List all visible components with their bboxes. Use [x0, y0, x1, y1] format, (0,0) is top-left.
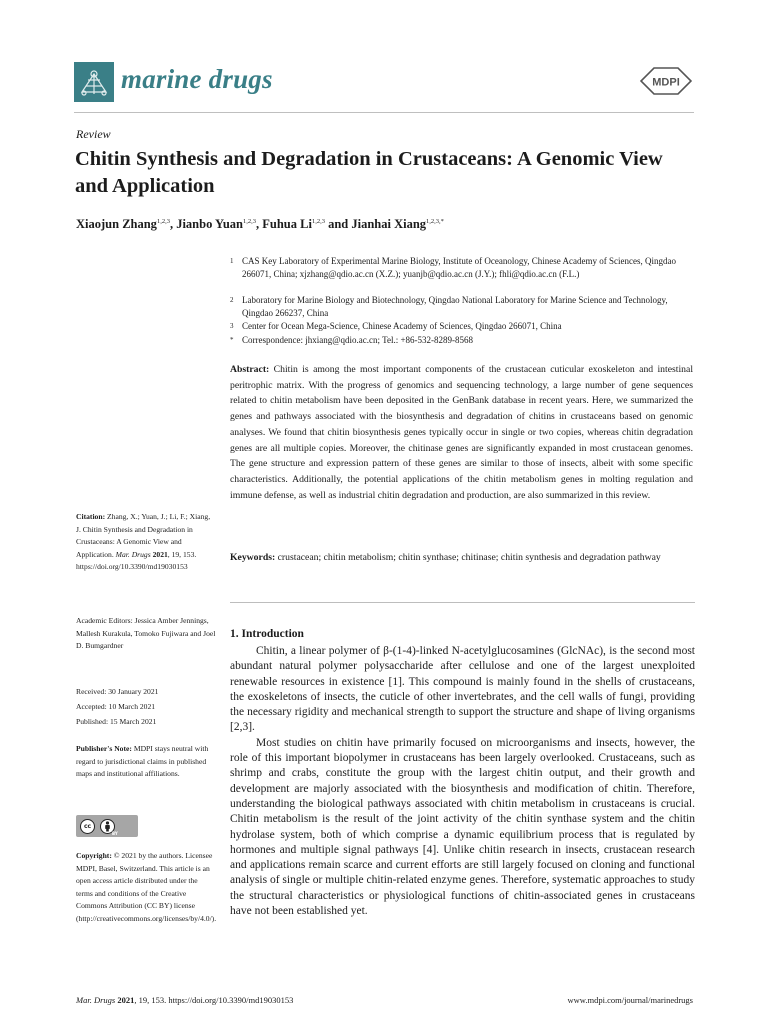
citation-year: 2021: [152, 549, 168, 559]
published-date: Published: 15 March 2021: [76, 717, 157, 726]
copyright-block: [76, 850, 216, 925]
publishers-note-text: MDPI stays neutral with regard to jurisdictional claims in published maps and institutional affiliations.: [76, 744, 209, 778]
citation-label: Citation:: [76, 512, 106, 521]
journal-logo-icon: [74, 62, 114, 102]
citation-doi[interactable]: , 19, 153. https://doi.org/10.3390/md19030153: [76, 549, 197, 571]
author-separator: ,: [256, 217, 263, 231]
article-title: Chitin Synthesis and Degradation in Crustaceans: A Genomic View and Application: [75, 148, 663, 197]
section-heading: 1. Introduction: [230, 628, 304, 640]
affiliation-text: Correspondence: jhxiang@qdio.ac.cn; Tel.: +86-532-8289-8568: [242, 335, 474, 345]
accepted-date: Accepted: 10 March 2021: [76, 702, 156, 711]
footer-doi[interactable]: , 19, 153. https://doi.org/10.3390/md19030153: [134, 995, 294, 1005]
paragraph: Most studies on chitin have primarily focused on microorganisms and insects, however, the role of this important biopolymer in crustaceans has been largely overlooked. Crustaceans, such as shrimp and crabs, constitute the group with the largest chitin output, and their growth and development are majorly associated with the biosynthesis and modification of chitin. Therefore, understanding the biological pathways associated with chitin metabolism in crustaceans is crucial. Chitin metabolism is the result of the joint activity of the chitin synthase system and the chitin hydrolase system, both of which comprise a dynamic equilibrium process that is regulated by hormones and multiple signal pathways [4]. Unlike chitin research in insects, crustacean research and applications remain scarce and current efforts are still largely focused on cloning and functional analysis of single or multiple chitin-related enzyme genes. Therefore, systematic approaches to study the structural characteristics or physiological functions of chitin-associated genes in crustaceans have not been established yet.: [230, 736, 695, 918]
author-name: Jianhai Xiang: [351, 217, 427, 231]
author-list: [76, 217, 696, 232]
affiliation: [230, 320, 700, 333]
body-text: [230, 644, 695, 919]
article-type: Review: [76, 127, 111, 141]
journal-logo-graphic: [74, 62, 114, 102]
author-name: Xiaojun Zhang: [76, 217, 157, 231]
copyright-label: Copyright:: [76, 851, 112, 860]
abstract-text: Chitin is among the most important components of the crustacean cuticular exoskeleton and intestinal peritrophic matrix. With the progress of genomics and sequencing technology, a large number of gene sequences related to chitin metabolism have been deposited in the GenBank database in recent years. Here, we summarized the genes and pathways associated with the biosynthesis and degradation of chitins in crustaceans based on genomic analyses. We found that chitin biosynthesis genes typically occur in single or two copies, whereas chitin degradation genes are all multiple copies. Moreover, the chitinase genes are significantly expanded in most crustacean genomes. The gene structure and expression pattern of these genes are similar to those of insects, albeit with some specific characteristics. Additionally, the potential applications of the chitin metabolism genes in molting regulation and immune defense, as well as industrial chitin degradation and production, are also summarized in this review.: [230, 364, 694, 501]
mdpi-logo-icon: [640, 67, 692, 95]
author-name: Jianbo Yuan: [176, 217, 244, 231]
footer-citation: [76, 995, 293, 1005]
author-separator: ,: [169, 217, 177, 231]
by-label: BY: [112, 831, 118, 836]
footer-journal: Mar. Drugs: [76, 995, 116, 1005]
academic-editors: Academic Editors: Jessica Amber Jennings, Mallesh Kurakula, Tomoko Fujiwara and Joel D. Bumgardner: [76, 616, 216, 650]
svg-text:MDPI: MDPI: [652, 76, 680, 89]
affiliation-text: CAS Key Laboratory of Experimental Marine Biology, Institute of Oceanology, Chinese Academy of Sciences, Qingdao 266071, China; xjzhang@qdio.ac.cn (X.Z.); yuanjb@qdio.ac.cn (J.Y.); fhli@qdio.ac.cn (F.L.): [242, 256, 676, 279]
citation-journal: Mar. Drugs: [115, 549, 151, 559]
affiliation: [230, 334, 700, 347]
affiliation-mark: 1: [230, 257, 234, 265]
journal-name: marine drugs: [121, 64, 273, 94]
author-affil-sup: 1,2,3: [156, 218, 170, 225]
citation-block: [76, 511, 216, 574]
cc-icon: cc: [80, 819, 95, 834]
affiliation: [230, 294, 700, 319]
footer-year: 2021: [117, 995, 135, 1005]
affiliation-text: Laboratory for Marine Biology and Biotechnology, Qingdao National Laboratory for Marine Science and Technology, Qingdao 266237, China: [242, 295, 668, 318]
affiliation-mark: *: [230, 336, 234, 344]
received-date: Received: 30 January 2021: [76, 687, 159, 696]
author-affil-sup: 1,2,3: [243, 218, 257, 225]
affiliation-mark: 3: [230, 322, 234, 330]
affiliation: [230, 255, 700, 280]
publishers-note-label: Publisher's Note:: [76, 744, 132, 753]
attribution-figure: [103, 821, 112, 832]
author-affil-sup: 1,2,3: [311, 218, 325, 225]
citation-text: Zhang, X.; Yuan, J.; Li, F.; Xiang, J. Chitin Synthesis and Degradation in Crustaceans: A Genomic View and Application.: [76, 512, 211, 559]
author-separator: and: [324, 217, 352, 231]
publishers-note: [76, 743, 216, 781]
paragraph: Chitin, a linear polymer of β-(1-4)-linked N-acetylglucosamines (GlcNAc), is the second most abundant natural polymer polysaccharide after cellulose and one of the largest unexploited renewable resources in existence [1]. This compound is mainly found in the shells of crustaceans, the exoskeletons of insects, the cuticle of other invertebrates, and the cell walls of fungi, providing the necessary rigidity and mechanical strength to support the structure and shape of living organisms [2,3].: [230, 645, 695, 734]
cc-license-badge[interactable]: [76, 815, 138, 837]
keywords-text: crustacean; chitin metabolism; chitin synthase; chitinase; chitin synthesis and degradation pathway: [277, 552, 661, 563]
footer-journal-url[interactable]: www.mdpi.com/journal/marinedrugs: [567, 995, 693, 1005]
keywords-label: Keywords:: [230, 552, 276, 563]
section-divider: [230, 602, 695, 603]
header-divider: [74, 112, 694, 113]
abstract: [230, 362, 693, 503]
author-affil-sup: 1,2,3,*: [426, 218, 444, 225]
author-name: Fuhua Li: [262, 217, 312, 231]
abstract-label: Abstract:: [230, 364, 270, 375]
copyright-text: © 2021 by the authors. Licensee MDPI, Basel, Switzerland. This article is an open access article distributed under the terms and conditions of the Creative Commons Attribution (CC BY) license (http://creativecommons.org/licenses/by/4.0/).: [76, 851, 217, 923]
keywords: [230, 550, 693, 566]
affiliation-mark: 2: [230, 296, 234, 304]
affiliation-text: Center for Ocean Mega-Science, Chinese Academy of Sciences, Qingdao 266071, China: [242, 321, 562, 331]
